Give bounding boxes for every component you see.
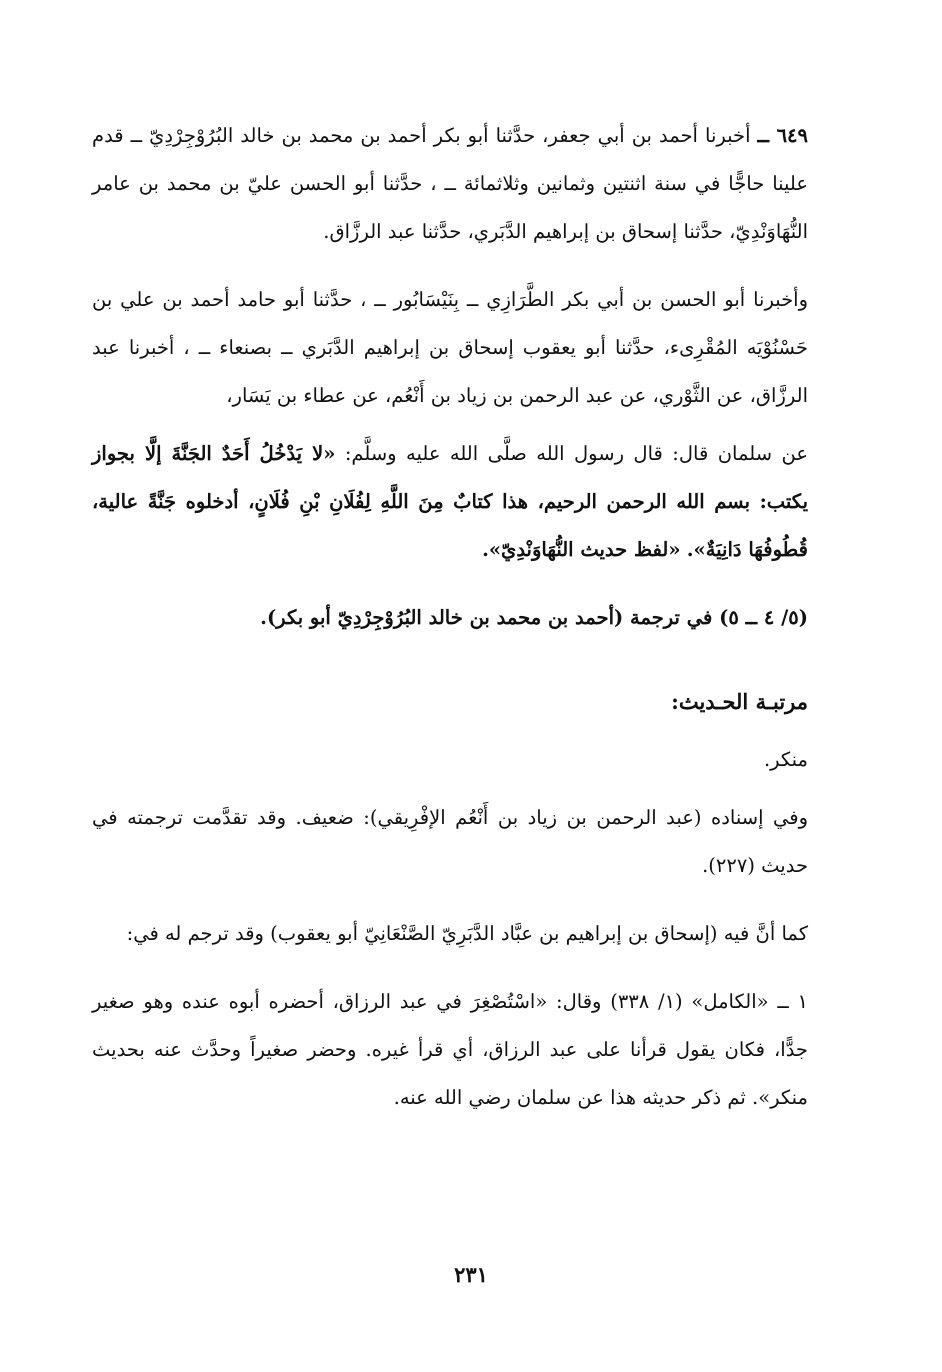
- hadith-matn-note: «لفظ حديث النُّهَاوَنْدِيّ».: [482, 538, 681, 561]
- hadith-reference: (٥/ ٤ ــ ٥) في ترجمة (أحمد بن محمد بن خالد البُرُوْجِرْدِيّ أبو بكر).: [260, 606, 808, 629]
- page-number: ٢٣١: [454, 1262, 488, 1287]
- hadith-matn: [92, 430, 848, 574]
- hadith-isnad-1-text: أخبرنا أحمد بن أبي جعفر، حدَّثنا أبو بكر أحمد بن محمد بن خالد البُرُوْجِرْدِيّ ــ قدم علينا حاجًّا في سنة اثنتين وثمانين وثلاثمائة ــ ، حدَّثنا أبو الحسن عليّ بن محمد بن عامر النُّهَاوَنْدِيّ، حدَّثنا إسحاق بن إبراهيم الدَّبَري، حدَّثنا عبد الرزَّاق.: [92, 124, 808, 243]
- grade-para-1: وفي إسناده (عبد الرحمن بن زياد بن أَنْعُم الإفْرِيقي): ضعيف. وقد تقدَّمت ترجمته في حديث (٢٢٧).: [92, 806, 808, 877]
- grade-para-3: ١ ــ «الكامل» (١/ ٣٣٨) وقال: «اسْتُصْغِرَ في عبد الرزاق، أحضره أبوه عنده وهو صغير جدًّا، فكان يقول قرأنا على عبد الرزاق، أي قرأ غيره. وحضر صغيراً وحدَّث عنه بحديث منكر». ثم ذكر حديثه هذا عن سلمان رضي الله عنه.: [92, 990, 808, 1109]
- page-body: [92, 112, 848, 1122]
- grade-para-2: كما أنَّ فيه (إسحاق بن إبراهيم بن عبَّاد الدَّبَرِيّ الصَّنْعَانِيّ أبو يعقوب) وقد ترجم له في:: [126, 922, 808, 945]
- hadith-number: ٦٤٩ ــ: [757, 124, 808, 147]
- hadith-isnad-1: [92, 112, 848, 256]
- hadith-isnad-2: وأخبرنا أبو الحسن بن أبي بكر الطَّرَازِي ــ بِنَيْسَابُور ــ ، حدَّثنا أبو حامد أحمد بن علي بن حَسْنُوْيَه المُقْرِىء، حدَّثنا أبو يعقوب إسحاق بن إبراهيم الدَّبَري ــ بصنعاء ــ ، أخبرنا عبد الرزَّاق، عن الثَّوْري، عن عبد الرحمن بن زياد بن أَنْعُم، عن عطاء بن يَسَار،: [92, 288, 808, 407]
- hadith-matn-text: «لا يَدْخُلُ أَحَدٌ الجَنَّةَ إلَّا بجواز يكتب: بسم الله الرحمن الرحيم، هذا كتابٌ مِنَ اللَّهِ لِفُلَانِ بْنِ فُلَانٍ، أدخلوه جَنَّةً عالية، قُطُوفُهَا دَانِيَةٌ».: [92, 442, 808, 561]
- hadith-matn-intro: عن سلمان قال: قال رسول الله صلَّى الله عليه وسلَّم:: [344, 442, 808, 465]
- grade-verdict: منكر.: [763, 748, 808, 771]
- grade-heading: مرتبـة الحـديث:: [671, 689, 808, 714]
